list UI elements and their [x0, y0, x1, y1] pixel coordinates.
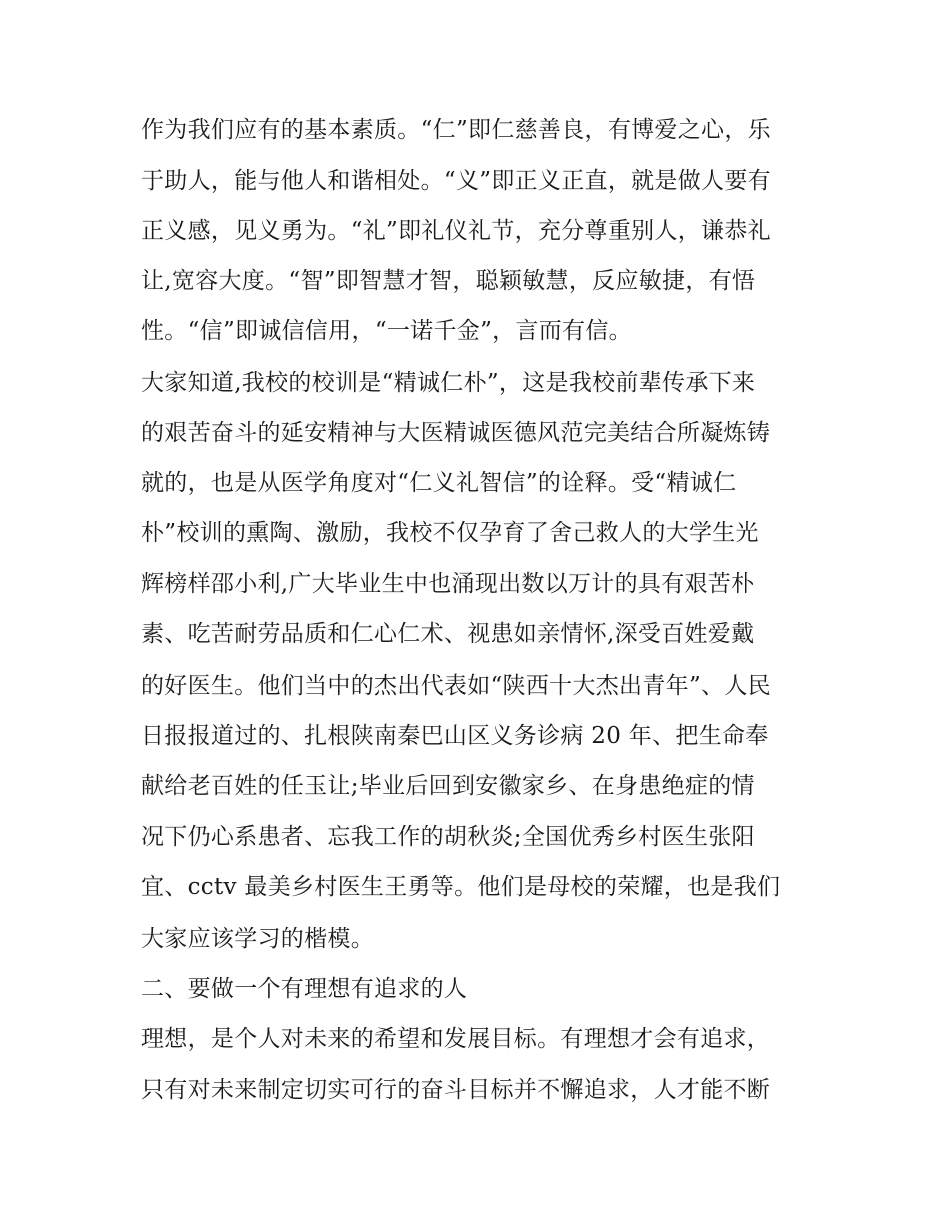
text-line: 献给老百姓的任玉让;毕业后回到安徽家乡、在身患绝症的情	[141, 773, 755, 799]
text-line: 性。“信”即诚信信用，“一诺千金”，言而有信。	[141, 318, 632, 344]
text-line: 况下仍心系患者、忘我工作的胡秋炎;全国优秀乡村医生张阳	[141, 824, 755, 850]
text-line: 的艰苦奋斗的延安精神与大医精诚医德风范完美结合所凝炼铸	[141, 420, 771, 446]
text-line: 大家知道,我校的校训是“精诚仁朴”，这是我校前辈传承下来	[141, 370, 756, 396]
section-heading: 二、要做一个有理想有追求的人	[141, 976, 468, 1002]
text-line: 就的，也是从医学角度对“仁义礼智信”的诠释。受“精诚仁	[141, 470, 737, 496]
text-line: 作为我们应有的基本素质。“仁”即仁慈善良，有博爱之心，乐	[141, 117, 771, 143]
text-line: 宜、cctv 最美乡村医生王勇等。他们是母校的荣耀，也是我们	[141, 874, 781, 900]
text-line: 让,宽容大度。“智”即智慧才智，聪颖敏慧，反应敏捷，有悟	[141, 268, 756, 294]
text-line: 于助人，能与他人和谐相处。“义”即正义正直，就是做人要有	[141, 168, 771, 194]
text-line: 正义感，见义勇为。“礼”即礼仪礼节，充分尊重别人，谦恭礼	[141, 218, 771, 244]
text-line: 只有对未来制定切实可行的奋斗目标并不懈追求，人才能不断	[141, 1077, 771, 1103]
text-line: 辉榜样邵小利,广大毕业生中也涌现出数以万计的具有艰苦朴	[141, 571, 755, 597]
text-line: 朴”校训的熏陶、激励，我校不仅孕育了舍己救人的大学生光	[141, 520, 759, 546]
text-line: 日报报道过的、扎根陕南秦巴山区义务诊病 20 年、把生命奉	[141, 723, 769, 749]
text-line: 理想，是个人对未来的希望和发展目标。有理想才会有追求，	[141, 1026, 771, 1052]
text-line: 的好医生。他们当中的杰出代表如“陕西十大杰出青年”、人民	[141, 673, 771, 699]
text-line: 素、吃苦耐劳品质和仁心仁术、视患如亲情怀,深受百姓爱戴	[141, 621, 755, 647]
text-line: 大家应该学习的楷模。	[141, 926, 374, 952]
